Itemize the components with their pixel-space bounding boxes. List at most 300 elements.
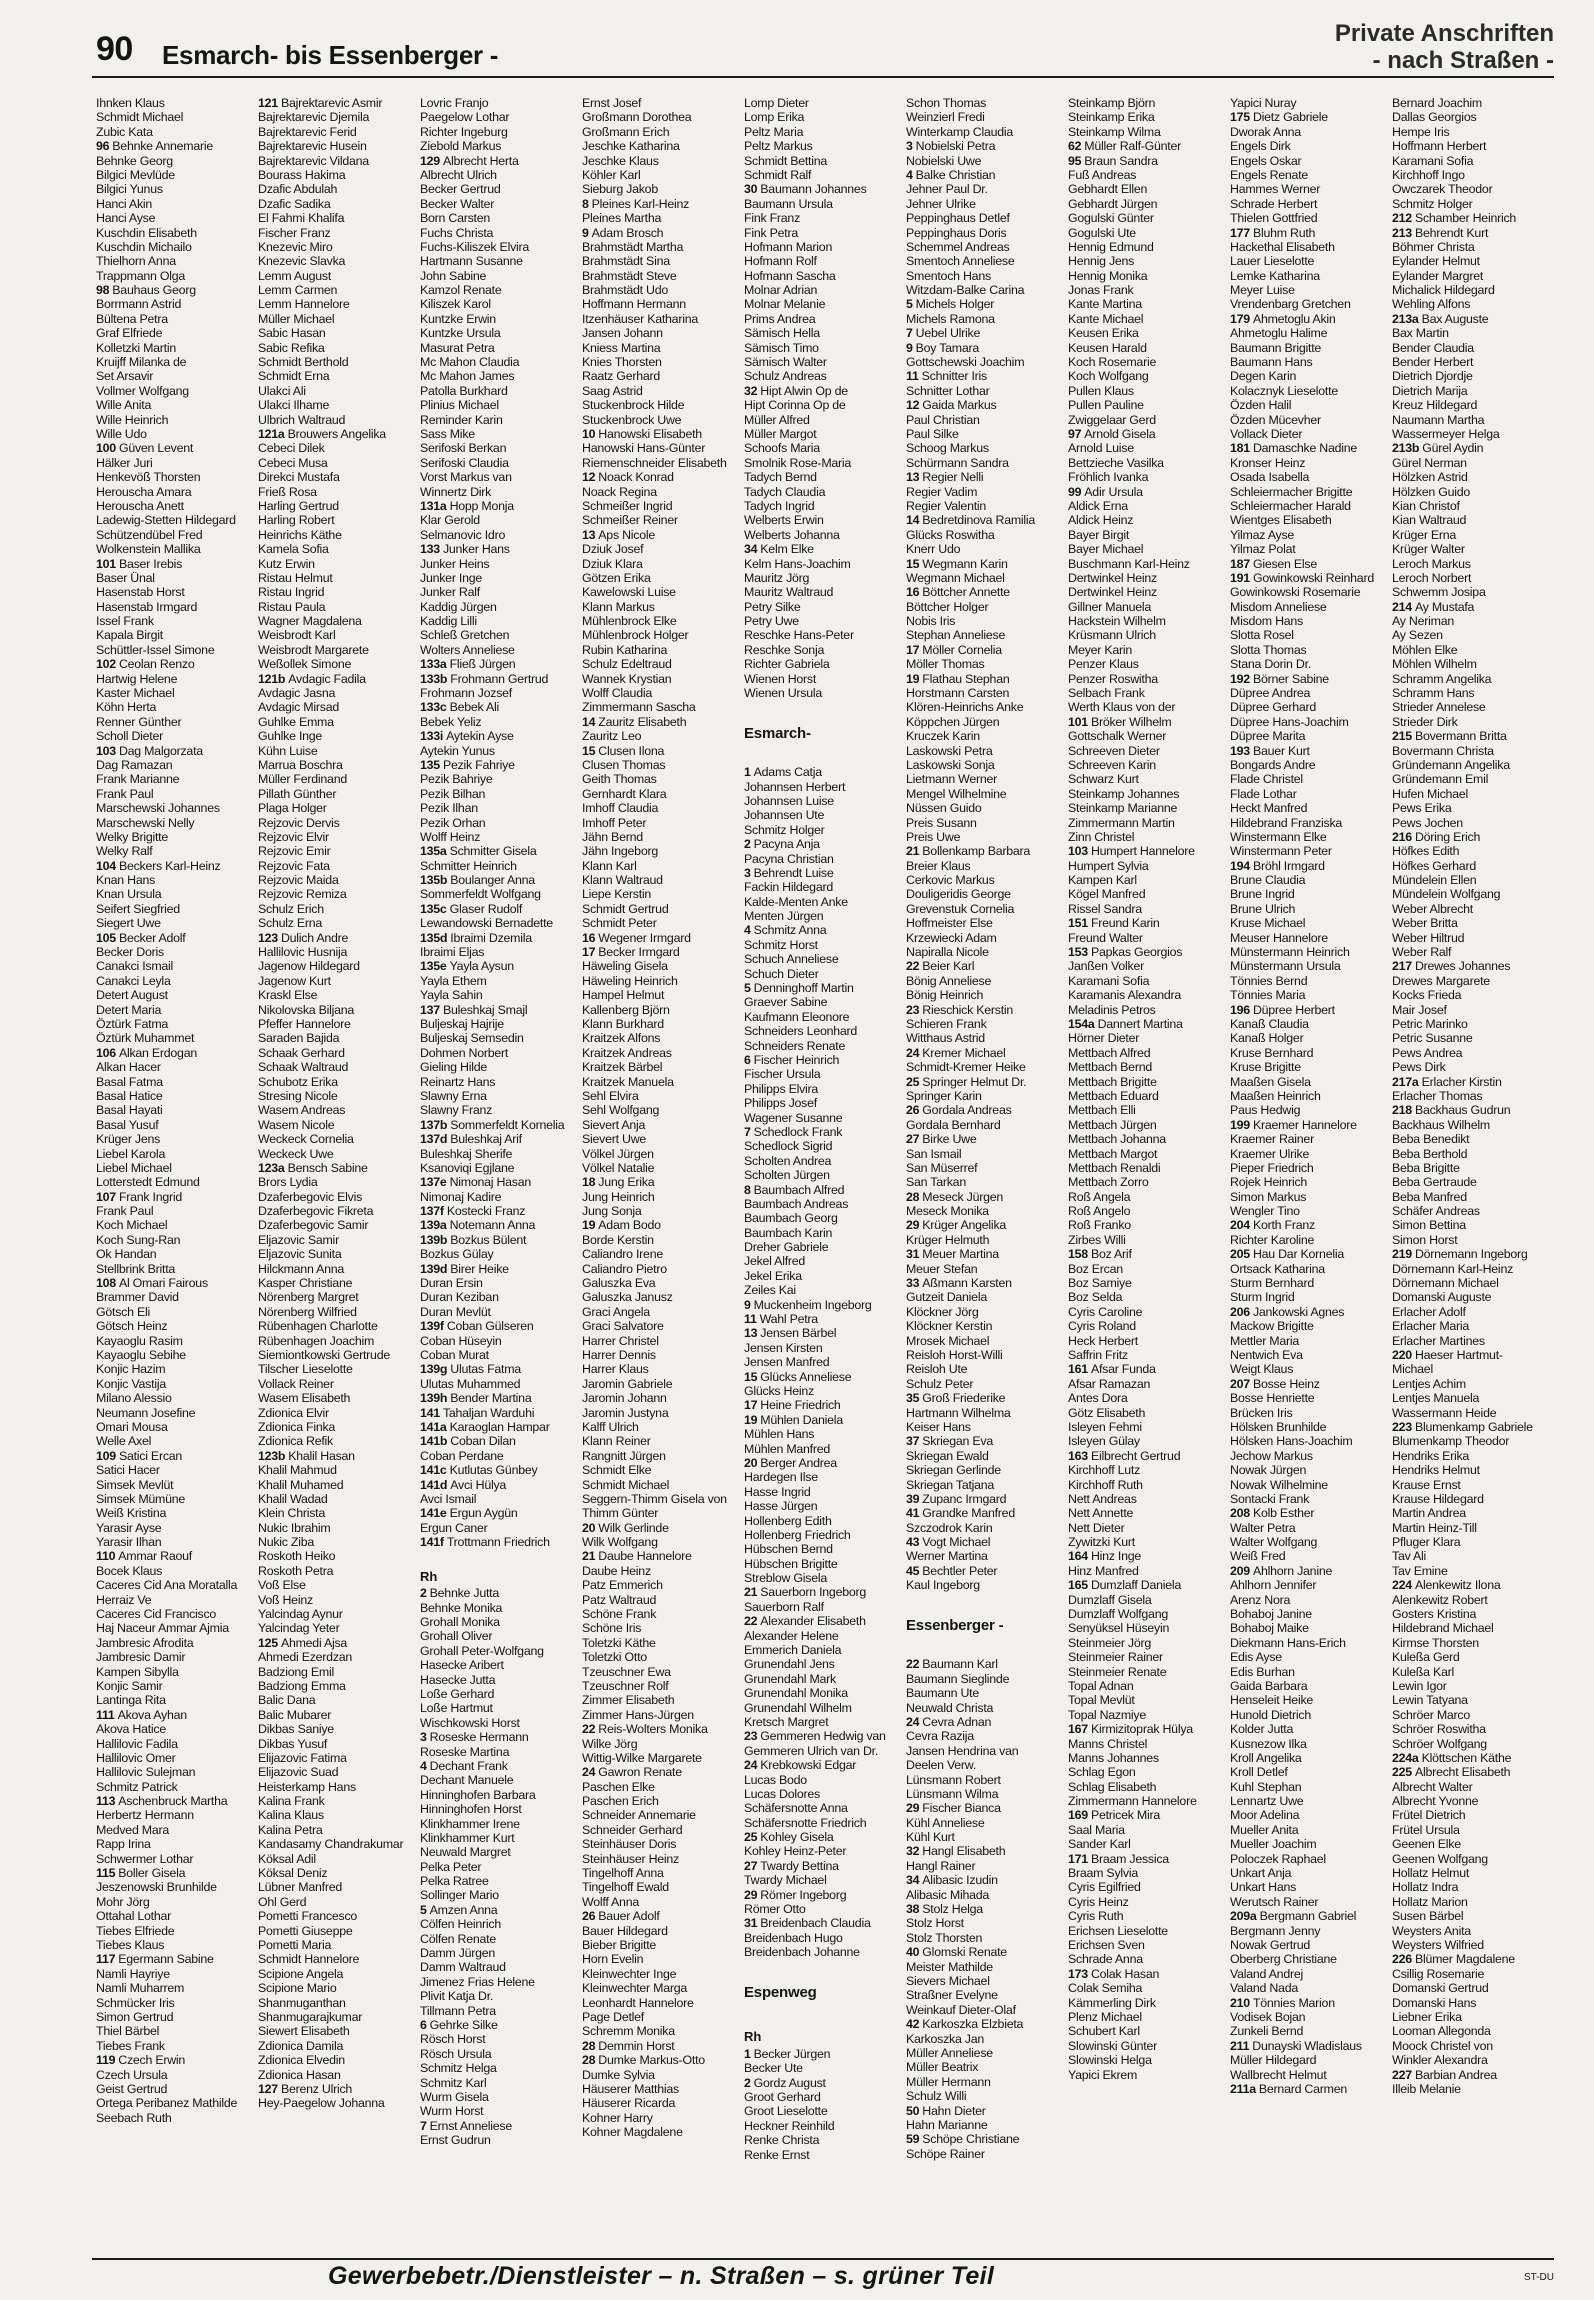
directory-entry: Lemke Katharina bbox=[1230, 268, 1320, 283]
house-number: 139a bbox=[420, 1218, 447, 1233]
directory-entry: Schäfersnotte Friedrich bbox=[744, 1815, 867, 1830]
directory-entry: Siewert Elisabeth bbox=[258, 2024, 350, 2039]
directory-entry: Selbach Frank bbox=[1068, 686, 1145, 701]
directory-entry: Omari Mousa bbox=[96, 1419, 168, 1434]
directory-entry: Hölsken Hans-Joachim bbox=[1230, 1434, 1353, 1449]
directory-entry: Rangnitt Jürgen bbox=[582, 1448, 666, 1463]
directory-entry: Tilscher Lieselotte bbox=[258, 1362, 353, 1377]
directory-entry: Grohall Oliver bbox=[420, 1629, 493, 1644]
directory-entry: Werner Martina bbox=[906, 1549, 988, 1564]
directory-entry: Lentjes Manuela bbox=[1392, 1391, 1480, 1406]
directory-entry: Völkel Jürgen bbox=[582, 1146, 654, 1161]
directory-entry: Steinkamp Erika bbox=[1068, 110, 1155, 125]
house-number: 214 bbox=[1392, 599, 1412, 614]
house-number: 34 bbox=[744, 542, 758, 557]
spacer bbox=[744, 751, 902, 765]
house-number: 27 bbox=[744, 1858, 758, 1873]
directory-entry: Nett Andreas bbox=[1068, 1491, 1137, 1506]
directory-entry: Senyüksel Hüseyin bbox=[1068, 1621, 1170, 1636]
house-number: 45 bbox=[906, 1563, 920, 1578]
directory-entry: 119 Czech Erwin bbox=[96, 2053, 186, 2068]
directory-entry: 110 Ammar Raouf bbox=[96, 1549, 192, 1564]
directory-entry: Weckeck Cornelia bbox=[258, 1132, 354, 1147]
directory-entry: 175 Dietz Gabriele bbox=[1230, 110, 1328, 125]
directory-entry: Pometti Francesco bbox=[258, 1909, 358, 1924]
directory-entry: Hübschen Bernd bbox=[744, 1542, 833, 1557]
directory-entry: Häweling Gisela bbox=[582, 959, 668, 974]
directory-entry: Humpert Sylvia bbox=[1068, 858, 1149, 873]
directory-entry: 26 Gordala Andreas bbox=[906, 1103, 1012, 1118]
directory-entry: Kroll Angelika bbox=[1230, 1750, 1302, 1765]
directory-entry: Herouscha Amara bbox=[96, 484, 192, 499]
directory-entry: Meladinis Petros bbox=[1068, 1002, 1156, 1017]
house-number: 59 bbox=[906, 2132, 920, 2147]
directory-entry: Yayla Sahin bbox=[420, 988, 483, 1003]
directory-entry: Peltz Maria bbox=[744, 124, 804, 139]
directory-entry: Müller Michael bbox=[258, 311, 335, 326]
directory-entry: Slotta Rosel bbox=[1230, 628, 1294, 643]
directory-entry: Baumbach Georg bbox=[744, 1211, 838, 1226]
directory-entry: Sabic Hasan bbox=[258, 326, 326, 341]
directory-entry: Dumke Sylvia bbox=[582, 2067, 655, 2082]
house-number: 225 bbox=[1392, 1765, 1412, 1780]
directory-entry: Höfkes Edith bbox=[1392, 844, 1460, 859]
directory-entry: Kohner Harry bbox=[582, 2110, 653, 2125]
house-number: 1 bbox=[744, 2046, 751, 2061]
directory-entry: Pews Jochen bbox=[1392, 815, 1463, 830]
directory-entry: Scholten Andrea bbox=[744, 1153, 832, 1168]
house-number: 18 bbox=[582, 1175, 596, 1190]
directory-entry: Simsek Mümüne bbox=[96, 1491, 186, 1506]
directory-entry: Bieber Brigitte bbox=[582, 1938, 657, 1952]
directory-entry: Michalick Hildegard bbox=[1392, 283, 1495, 298]
directory-entry: Serifoski Claudia bbox=[420, 455, 509, 470]
directory-entry: Kreuz Hildegard bbox=[1392, 398, 1478, 413]
directory-entry: Peltz Markus bbox=[744, 139, 813, 154]
directory-entry: 13 Jensen Bärbel bbox=[744, 1326, 837, 1341]
spacer bbox=[744, 700, 902, 714]
house-number: 110 bbox=[96, 1549, 116, 1564]
directory-entry: 127 Berenz Ulrich bbox=[258, 2081, 353, 2096]
house-number: 8 bbox=[744, 1182, 751, 1197]
directory-entry: Ohl Gerd bbox=[258, 1894, 307, 1909]
directory-entry: Richter Ingeburg bbox=[420, 124, 508, 139]
directory-entry: Vrendenbarg Gretchen bbox=[1230, 297, 1351, 312]
directory-entry: Dumzlaff Gisela bbox=[1068, 1592, 1152, 1607]
directory-entry: Alibasic Mihada bbox=[906, 1887, 990, 1902]
directory-entry: 123a Bensch Sabine bbox=[258, 1160, 368, 1175]
directory-entry: Schleß Gretchen bbox=[420, 628, 510, 643]
directory-entry: Johannsen Herbert bbox=[744, 779, 846, 794]
directory-entry: Hildebrand Michael bbox=[1392, 1621, 1494, 1636]
directory-entry: Strieder Dirk bbox=[1392, 714, 1458, 729]
directory-entry: Erlacher Adolf bbox=[1392, 1304, 1466, 1319]
directory-entry: Elijazovic Fatima bbox=[258, 1750, 347, 1765]
directory-entry: Csillig Rosemarie bbox=[1392, 1966, 1485, 1981]
directory-entry: 103 Humpert Hannelore bbox=[1068, 844, 1195, 859]
directory-entry: Meyer Luise bbox=[1230, 283, 1295, 298]
directory-entry: Freund Walter bbox=[1068, 930, 1143, 945]
house-number: 95 bbox=[1068, 153, 1082, 168]
directory-entry: Heckt Manfred bbox=[1230, 801, 1308, 816]
directory-entry: Weber Britta bbox=[1392, 916, 1458, 931]
directory-entry: 139b Bozkus Bülent bbox=[420, 1232, 527, 1247]
directory-entry: Lünsmann Robert bbox=[906, 1772, 1001, 1787]
house-number: 135e bbox=[420, 959, 447, 974]
directory-entry: 121 Bajrektarevic Asmir bbox=[258, 96, 383, 110]
directory-entry: 29 Römer Ingeborg bbox=[744, 1887, 847, 1902]
directory-entry: Prims Andrea bbox=[744, 311, 816, 326]
directory-entry: Kian Christof bbox=[1392, 498, 1460, 513]
house-number: 30 bbox=[744, 182, 758, 197]
directory-entry: Hallilovic Omer bbox=[96, 1750, 176, 1765]
directory-entry: Geenen Elke bbox=[1392, 1837, 1461, 1852]
house-number: 171 bbox=[1068, 1851, 1088, 1866]
directory-entry: 42 Karkoszka Elzbieta bbox=[906, 2017, 1024, 2032]
directory-entry: Thiel Bärbel bbox=[96, 2024, 160, 2039]
directory-entry: Heisterkamp Hans bbox=[258, 1779, 356, 1794]
directory-entry: Geenen Wolfgang bbox=[1392, 1851, 1488, 1866]
house-number: 217 bbox=[1392, 959, 1412, 974]
house-number: 19 bbox=[744, 1412, 758, 1427]
directory-entry: 210 Tönnies Marion bbox=[1230, 1995, 1335, 2010]
house-number: 96 bbox=[96, 139, 110, 154]
directory-entry: Weisbrodt Margarete bbox=[258, 642, 369, 657]
directory-entry: Zimmermann Martin bbox=[1068, 815, 1175, 830]
directory-entry: Moock Christel von bbox=[1392, 2038, 1493, 2053]
directory-entry: Kraitzek Andreas bbox=[582, 1045, 672, 1060]
directory-entry: 96 Behnke Annemarie bbox=[96, 139, 213, 154]
house-number: 211a bbox=[1230, 2081, 1256, 2096]
house-number: 213 bbox=[1392, 225, 1412, 240]
directory-entry: 38 Stolz Helga bbox=[906, 1902, 983, 1917]
directory-entry: Keiser Hans bbox=[906, 1419, 971, 1434]
directory-entry: Albrecht Yvonne bbox=[1392, 1794, 1479, 1809]
directory-entry: Liebel Michael bbox=[96, 1160, 172, 1175]
directory-entry: 224a Klöttschen Käthe bbox=[1392, 1750, 1512, 1765]
directory-entry: Brammer David bbox=[96, 1290, 179, 1305]
directory-entry: Karamani Sofia bbox=[1068, 973, 1150, 988]
directory-entry: 24 Gawron Renate bbox=[582, 1765, 682, 1780]
directory-entry: 28 Meseck Jürgen bbox=[906, 1189, 1004, 1204]
directory-entry: Schöne Frank bbox=[582, 1607, 657, 1622]
directory-entry: Wilke Jörg bbox=[582, 1736, 638, 1751]
directory-entry: Weber Ralf bbox=[1392, 945, 1452, 960]
directory-entry: Steinkamp Björn bbox=[1068, 96, 1156, 110]
directory-entry: Schmeißer Ingrid bbox=[582, 498, 673, 513]
directory-entry: Jaromin Johann bbox=[582, 1391, 667, 1406]
directory-entry: Gillner Manuela bbox=[1068, 599, 1152, 614]
directory-entry: 5 Denninghoff Martin bbox=[744, 981, 854, 996]
directory-entry: Vollmer Wolfgang bbox=[96, 383, 189, 398]
directory-entry: Hackethal Elisabeth bbox=[1230, 239, 1335, 254]
directory-entry: Jeszenowski Brunhilde bbox=[96, 1880, 217, 1895]
directory-entry: Knerr Udo bbox=[906, 542, 961, 557]
directory-entry: Breier Klaus bbox=[906, 858, 971, 873]
directory-entry: Stephan Anneliese bbox=[906, 628, 1006, 643]
directory-entry: Mohr Jörg bbox=[96, 1894, 150, 1909]
directory-entry: Großmann Erich bbox=[582, 124, 670, 139]
directory-entry: Sehl Wolfgang bbox=[582, 1103, 660, 1118]
directory-entry: Klören-Heinrichs Anke bbox=[906, 700, 1024, 715]
directory-entry: 121a Brouwers Angelika bbox=[258, 426, 386, 441]
house-number: 2 bbox=[744, 2075, 751, 2090]
directory-entry: Grohall Peter-Wolfgang bbox=[420, 1643, 544, 1658]
directory-entry: Regier Vadim bbox=[906, 484, 978, 499]
directory-entry: Saraden Bajida bbox=[258, 1031, 340, 1046]
directory-entry: Ladewig-Stetten Hildegard bbox=[96, 513, 236, 528]
directory-entry: 15 Glücks Anneliese bbox=[744, 1369, 852, 1384]
directory-entry: Pfluger Klara bbox=[1392, 1535, 1461, 1550]
directory-entry: Wurm Horst bbox=[420, 2104, 484, 2119]
directory-entry: Laskowski Petra bbox=[906, 743, 993, 758]
directory-entry: Schlag Elisabeth bbox=[1068, 1779, 1157, 1794]
directory-entry: Schedlock Sigrid bbox=[744, 1139, 833, 1154]
house-number: 121a bbox=[258, 426, 285, 441]
directory-entry: Topal Adnan bbox=[1068, 1678, 1134, 1693]
directory-entry: El Fahmi Khalifa bbox=[258, 211, 345, 226]
directory-entry: 2 Gordz August bbox=[744, 2075, 826, 2090]
directory-entry: 25 Springer Helmut Dr. bbox=[906, 1074, 1027, 1089]
directory-entry: Drewes Margarete bbox=[1392, 973, 1490, 988]
house-number: 19 bbox=[906, 671, 920, 686]
directory-entry: Vorst Markus van bbox=[420, 470, 512, 485]
house-number: 5 bbox=[906, 297, 913, 312]
directory-entry: Hackstein Wilhelm bbox=[1068, 614, 1166, 629]
directory-entry: Öztürk Muhammet bbox=[96, 1031, 195, 1046]
directory-entry: 9 Muckenheim Ingeborg bbox=[744, 1297, 872, 1312]
directory-entry: Krzewiecki Adam bbox=[906, 930, 997, 945]
directory-entry: Seifert Siegfried bbox=[96, 901, 180, 916]
directory-entry: Smolnik Rose-Maria bbox=[744, 455, 852, 470]
directory-entry: 14 Bedretdinova Ramilia bbox=[906, 513, 1036, 528]
directory-entry: Unkart Hans bbox=[1230, 1880, 1297, 1895]
directory-entry: John Sabine bbox=[420, 268, 487, 283]
directory-entry: 123b Khalil Hasan bbox=[258, 1448, 355, 1463]
directory-entry: Schleiermacher Harald bbox=[1230, 498, 1351, 513]
directory-entry: 59 Schöpe Christiane bbox=[906, 2132, 1020, 2147]
directory-entry: Gottschewski Joachim bbox=[906, 355, 1025, 370]
directory-entry: Buschmann Karl-Heinz bbox=[1068, 556, 1190, 571]
directory-entry: 50 Hahn Dieter bbox=[906, 2103, 986, 2118]
directory-entry: Dzafic Sadika bbox=[258, 196, 331, 211]
directory-entry: Lietmann Werner bbox=[906, 772, 998, 787]
directory-entry: Wille Heinrich bbox=[96, 412, 169, 427]
directory-entry: Leroch Markus bbox=[1392, 556, 1471, 571]
directory-entry: Schaak Gerhard bbox=[258, 1045, 345, 1060]
directory-entry: Fröhlich Ivanka bbox=[1068, 470, 1149, 485]
directory-entry: Pometti Giuseppe bbox=[258, 1923, 353, 1938]
directory-entry: Michels Ramona bbox=[906, 311, 995, 326]
directory-entry: Schmitz Holger bbox=[1392, 196, 1473, 211]
directory-entry: Regier Valentin bbox=[906, 498, 987, 513]
directory-entry: Rissel Sandra bbox=[1068, 901, 1142, 916]
house-number: 27 bbox=[906, 1132, 920, 1147]
directory-entry: 23 Rieschick Kerstin bbox=[906, 1002, 1014, 1017]
directory-entry: 95 Braun Sandra bbox=[1068, 153, 1158, 168]
directory-entry: 4 Dechant Frank bbox=[420, 1758, 508, 1773]
directory-entry: 141b Coban Dilan bbox=[420, 1434, 516, 1449]
directory-entry: 3 Roseske Hermann bbox=[420, 1730, 529, 1745]
directory-entry: Zimmer Hans-Jürgen bbox=[582, 1707, 694, 1722]
directory-entry: Serifoski Berkan bbox=[420, 441, 507, 456]
directory-entry: Degen Karin bbox=[1230, 369, 1297, 384]
directory-entry: Hanci Akin bbox=[96, 196, 153, 211]
directory-entry: Buleshkaj Sherife bbox=[420, 1146, 513, 1161]
directory-entry: Oberberg Christiane bbox=[1230, 1952, 1337, 1967]
directory-entry: Antes Dora bbox=[1068, 1391, 1128, 1406]
directory-entry: Hallilovic Husnija bbox=[258, 945, 348, 960]
directory-entry: Avdagic Jasna bbox=[258, 686, 336, 701]
directory-entry: Kante Martina bbox=[1068, 297, 1142, 312]
directory-entry: Lovric Franjo bbox=[420, 96, 489, 110]
house-number: 135 bbox=[420, 757, 440, 772]
directory-entry: Bajrektarevic Vildana bbox=[258, 153, 369, 168]
directory-entry: Philipps Josef bbox=[744, 1096, 817, 1111]
directory-entry: Bender Claudia bbox=[1392, 340, 1474, 355]
directory-entry: Müller Margot bbox=[744, 426, 817, 441]
directory-entry: Kapala Birgit bbox=[96, 628, 164, 643]
directory-entry: Nowak Gertrud bbox=[1230, 1938, 1311, 1952]
directory-entry: 163 Eilbrecht Gertrud bbox=[1068, 1448, 1181, 1463]
directory-entry: Ksanoviqi Egjlane bbox=[420, 1160, 515, 1175]
directory-entry: Gründemann Emil bbox=[1392, 772, 1489, 787]
directory-entry: 25 Kohley Gisela bbox=[744, 1830, 834, 1845]
directory-entry: Hey-Paegelow Johanna bbox=[258, 2096, 385, 2111]
directory-entry: Hinninghofen Barbara bbox=[420, 1787, 536, 1802]
directory-entry: Hasse Jürgen bbox=[744, 1499, 818, 1514]
directory-entry: Mair Josef bbox=[1392, 1002, 1447, 1017]
directory-entry: Jagenow Hildegard bbox=[258, 959, 360, 974]
directory-entry: Schmitz Holger bbox=[744, 822, 825, 837]
directory-entry: Nimonaj Kadire bbox=[420, 1189, 502, 1204]
directory-entry: Jehner Ulrike bbox=[906, 196, 976, 211]
directory-entry: Schremm Monika bbox=[582, 2024, 675, 2039]
directory-entry: Schieren Frank bbox=[906, 1017, 987, 1031]
directory-entry: Slotta Thomas bbox=[1230, 642, 1307, 657]
directory-entry: Özden Halil bbox=[1230, 398, 1292, 413]
house-number: 5 bbox=[744, 981, 751, 996]
directory-entry: Gebhardt Ellen bbox=[1068, 182, 1148, 197]
directory-entry: 169 Petricek Mira bbox=[1068, 1808, 1160, 1823]
directory-entry: Müller Ferdinand bbox=[258, 772, 347, 787]
directory-entry: 3 Nobielski Petra bbox=[906, 139, 996, 154]
directory-entry: Wassermann Heide bbox=[1392, 1405, 1497, 1420]
directory-entry: Winterkamp Claudia bbox=[906, 124, 1014, 139]
directory-entry: Schmidt Bettina bbox=[744, 153, 828, 168]
directory-entry: Rösch Horst bbox=[420, 2032, 486, 2047]
directory-entry: 6 Gehrke Silke bbox=[420, 2017, 498, 2032]
directory-entry: Scipione Angela bbox=[258, 1966, 344, 1981]
directory-entry: 133a Fließ Jürgen bbox=[420, 657, 516, 672]
directory-entry: Frank Paul bbox=[96, 786, 154, 801]
directory-entry: 40 Glomski Renate bbox=[906, 1945, 1007, 1960]
directory-entry: Sommerfeldt Wolfgang bbox=[420, 887, 541, 902]
directory-entry: Kuntzke Erwin bbox=[420, 311, 496, 326]
directory-entry: Brune Claudia bbox=[1230, 873, 1306, 888]
directory-entry: 179 Ahmetoglu Akin bbox=[1230, 311, 1336, 326]
directory-entry: Weisbrodt Karl bbox=[258, 628, 336, 643]
house-number: 15 bbox=[582, 743, 596, 758]
directory-entry: Patolla Burkhard bbox=[420, 383, 508, 398]
directory-entry: Jekel Alfred bbox=[744, 1254, 806, 1269]
directory-entry: Hennig Edmund bbox=[1068, 239, 1154, 254]
directory-entry: Yayla Ethem bbox=[420, 973, 487, 988]
directory-entry: Boz Samiye bbox=[1068, 1276, 1132, 1291]
house-number: 107 bbox=[96, 1189, 116, 1204]
directory-entry: Jechow Markus bbox=[1230, 1448, 1313, 1463]
directory-entry: Philipps Elvira bbox=[744, 1081, 819, 1096]
house-number: 133 bbox=[420, 542, 440, 557]
page-header bbox=[92, 20, 1554, 78]
house-number: 179 bbox=[1230, 311, 1250, 326]
directory-column bbox=[1230, 96, 1392, 2246]
directory-entry: Kleinwechter Marga bbox=[582, 1981, 688, 1996]
directory-entry: Ergun Caner bbox=[420, 1520, 488, 1535]
directory-entry: Sämisch Hella bbox=[744, 326, 820, 341]
directory-entry: Manns Christel bbox=[1068, 1736, 1148, 1751]
house-number: 9 bbox=[906, 340, 913, 355]
directory-entry: Heckner Reinhild bbox=[744, 2118, 835, 2133]
directory-entry: 139g Ulutas Fatma bbox=[420, 1362, 521, 1377]
directory-entry: Avdagic Mirsad bbox=[258, 700, 339, 715]
directory-entry: San Tarkan bbox=[906, 1175, 966, 1190]
directory-entry: Grunendahl Jens bbox=[744, 1657, 835, 1672]
directory-entry: Großmann Dorothea bbox=[582, 110, 692, 125]
spacer bbox=[906, 1643, 1064, 1657]
directory-entry: Vollack Reiner bbox=[258, 1376, 334, 1391]
directory-entry: Kämmerling Dirk bbox=[1068, 1995, 1156, 2010]
directory-entry: Duran Ersin bbox=[420, 1276, 483, 1291]
directory-entry: 217a Erlacher Kirstin bbox=[1392, 1074, 1502, 1089]
directory-entry: 99 Adir Ursula bbox=[1068, 484, 1143, 499]
directory-entry: Basal Hayati bbox=[96, 1103, 163, 1118]
directory-entry: Domanski Hans bbox=[1392, 1995, 1477, 2010]
directory-entry: Zirbes Willi bbox=[1068, 1232, 1126, 1247]
directory-entry: Bender Herbert bbox=[1392, 355, 1474, 370]
house-number: 135a bbox=[420, 844, 447, 859]
directory-entry: Heck Herbert bbox=[1068, 1333, 1138, 1348]
directory-entry: Mettbach Renaldi bbox=[1068, 1160, 1161, 1175]
house-number: 204 bbox=[1230, 1218, 1250, 1233]
directory-entry: 139a Notemann Anna bbox=[420, 1218, 536, 1233]
house-number: 8 bbox=[582, 196, 589, 211]
directory-entry: Weysters Wilfried bbox=[1392, 1938, 1484, 1952]
directory-entry: Hufen Michael bbox=[1392, 786, 1468, 801]
directory-entry: Kögel Manfred bbox=[1068, 887, 1146, 902]
directory-entry: 31 Meuer Martina bbox=[906, 1247, 999, 1262]
directory-entry: Paegelow Lothar bbox=[420, 110, 510, 125]
directory-entry: Grunendahl Monika bbox=[744, 1686, 848, 1701]
directory-entry: 213b Gürel Aydin bbox=[1392, 441, 1484, 456]
directory-entry: Zunkeli Bernd bbox=[1230, 2024, 1304, 2039]
directory-entry: Hennig Jens bbox=[1068, 254, 1135, 269]
directory-entry: Nentwich Eva bbox=[1230, 1347, 1303, 1362]
directory-entry: 29 Krüger Angelika bbox=[906, 1218, 1007, 1233]
directory-entry: Klinkhammer Irene bbox=[420, 1816, 520, 1831]
directory-entry: Maaßen Heinrich bbox=[1230, 1088, 1321, 1103]
directory-entry: Gowinkowski Rosemarie bbox=[1230, 585, 1361, 600]
directory-entry: Gutzeit Daniela bbox=[906, 1290, 987, 1305]
directory-entry: 191 Gowinkowski Reinhard bbox=[1230, 570, 1374, 585]
directory-entry: 113 Aschenbruck Martha bbox=[96, 1794, 228, 1809]
directory-entry: Lewin Tatyana bbox=[1392, 1693, 1468, 1708]
directory-entry: Steinhäuser Heinz bbox=[582, 1851, 679, 1866]
directory-entry: Renner Günther bbox=[96, 714, 182, 729]
directory-entry: Reschke Hans-Peter bbox=[744, 628, 854, 643]
directory-entry: Hallilovic Fadila bbox=[96, 1736, 178, 1751]
directory-entry: Jähn Bernd bbox=[582, 829, 643, 844]
